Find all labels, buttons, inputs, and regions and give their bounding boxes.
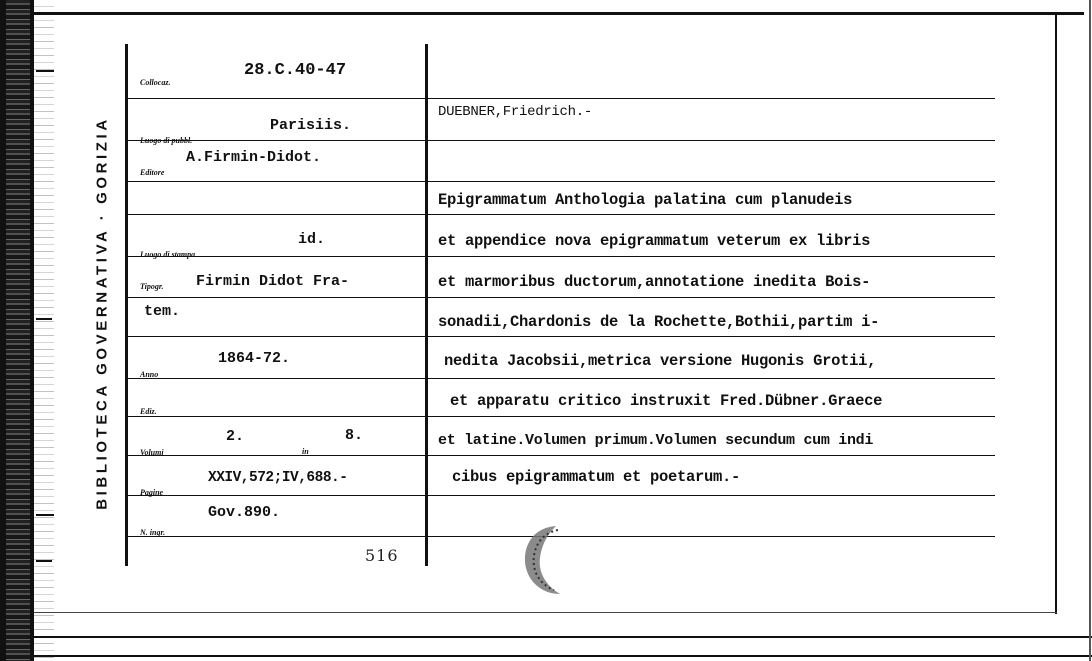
rule-line [428, 455, 995, 456]
value-tipografo-l2: tem. [144, 303, 181, 320]
margin-notch [36, 318, 52, 320]
value-luogo-stampa: id. [298, 231, 326, 248]
field-line [128, 336, 425, 337]
field-line [128, 455, 425, 456]
label-tipografo: Tipogr. [140, 282, 164, 291]
field-line [128, 495, 425, 496]
field-line [128, 297, 425, 298]
entry-title-line: et apparatu critico instruxit Fred.Dübner.Graece [450, 392, 883, 410]
value-volumi: 2. [226, 428, 245, 445]
field-line [128, 536, 425, 537]
field-line [128, 98, 425, 99]
punch-hole-stain [516, 520, 576, 600]
value-anno: 1864-72. [218, 350, 291, 367]
entry-title-line: Epigrammatum Anthologia palatina cum planudeis [438, 191, 853, 209]
entry-title-line: et marmoribus ductorum,annotatione inedita Bois- [438, 273, 871, 291]
value-pagine: XXIV,572;IV,688.- [208, 470, 348, 486]
label-luogo-pubbl: Luogo di pubbl. [140, 136, 193, 145]
scan-bottom-line [34, 636, 1092, 638]
entry-title-line: nedita Jacobsii,metrica versione Hugonis Grotii, [444, 352, 877, 370]
card-top-border [34, 12, 1084, 15]
value-in: 8. [345, 427, 364, 444]
field-line [128, 214, 425, 215]
value-tipografo-l1: Firmin Didot Fra- [196, 273, 350, 290]
entry-title-line: et appendice nova epigrammatum veterum ex libris [438, 232, 871, 250]
rule-line [428, 297, 995, 298]
label-anno: Anno [140, 370, 159, 379]
rule-line [428, 336, 995, 337]
margin-notch [36, 560, 52, 562]
label-n-ingr: N. ingr. [140, 528, 166, 537]
field-line [128, 378, 425, 379]
entry-author: DUEBNER,Friedrich.- [438, 104, 592, 120]
rule-line [428, 378, 995, 379]
handwritten-note: 516 [365, 546, 399, 565]
scan-right-edge [1089, 0, 1091, 661]
value-collocazione: 28.C.40-47 [244, 61, 347, 80]
margin-notch [36, 514, 54, 516]
rule-line [428, 214, 995, 215]
entry-title-line: sonadii,Chardonis de la Rochette,Bothii,partim i- [438, 313, 880, 331]
card-bottom-border [34, 612, 1057, 613]
label-luogo-stampa: Luogo di stampa [140, 250, 196, 259]
entry-title-line: cibus epigrammatum et poetarum.- [452, 468, 741, 486]
left-column-rule [125, 44, 128, 566]
institution-name: BIBLIOTECA GOVERNATIVA · GORIZIA [93, 116, 111, 510]
card-right-border [1055, 14, 1057, 614]
rule-line [428, 536, 995, 537]
rule-line [428, 495, 995, 496]
scan-bottom-line-2 [34, 655, 1092, 657]
rule-line [428, 256, 995, 257]
label-pagine: Pagine [140, 488, 164, 497]
rule-line [428, 140, 995, 141]
margin-notch [36, 70, 54, 72]
value-luogo-pubbl: Parisiis. [270, 117, 352, 134]
field-line [128, 416, 425, 417]
field-line [128, 181, 425, 182]
middle-column-rule [425, 44, 428, 566]
scan-left-edge-texture [6, 0, 30, 661]
rule-line [428, 98, 995, 99]
entry-title-line: et latine.Volumen primum.Volumen secundum cum indi [438, 432, 874, 449]
label-in: in [302, 447, 309, 456]
label-volumi: Volumi [140, 448, 164, 457]
label-collocazione: Collocaz. [140, 78, 171, 87]
rule-line [428, 416, 995, 417]
value-editore: A.Firmin-Didot. [186, 149, 322, 166]
rule-line [428, 181, 995, 182]
label-editore: Editore [140, 168, 165, 177]
value-n-ingr: Gov.890. [208, 504, 281, 521]
label-edizione: Ediz. [140, 407, 157, 416]
